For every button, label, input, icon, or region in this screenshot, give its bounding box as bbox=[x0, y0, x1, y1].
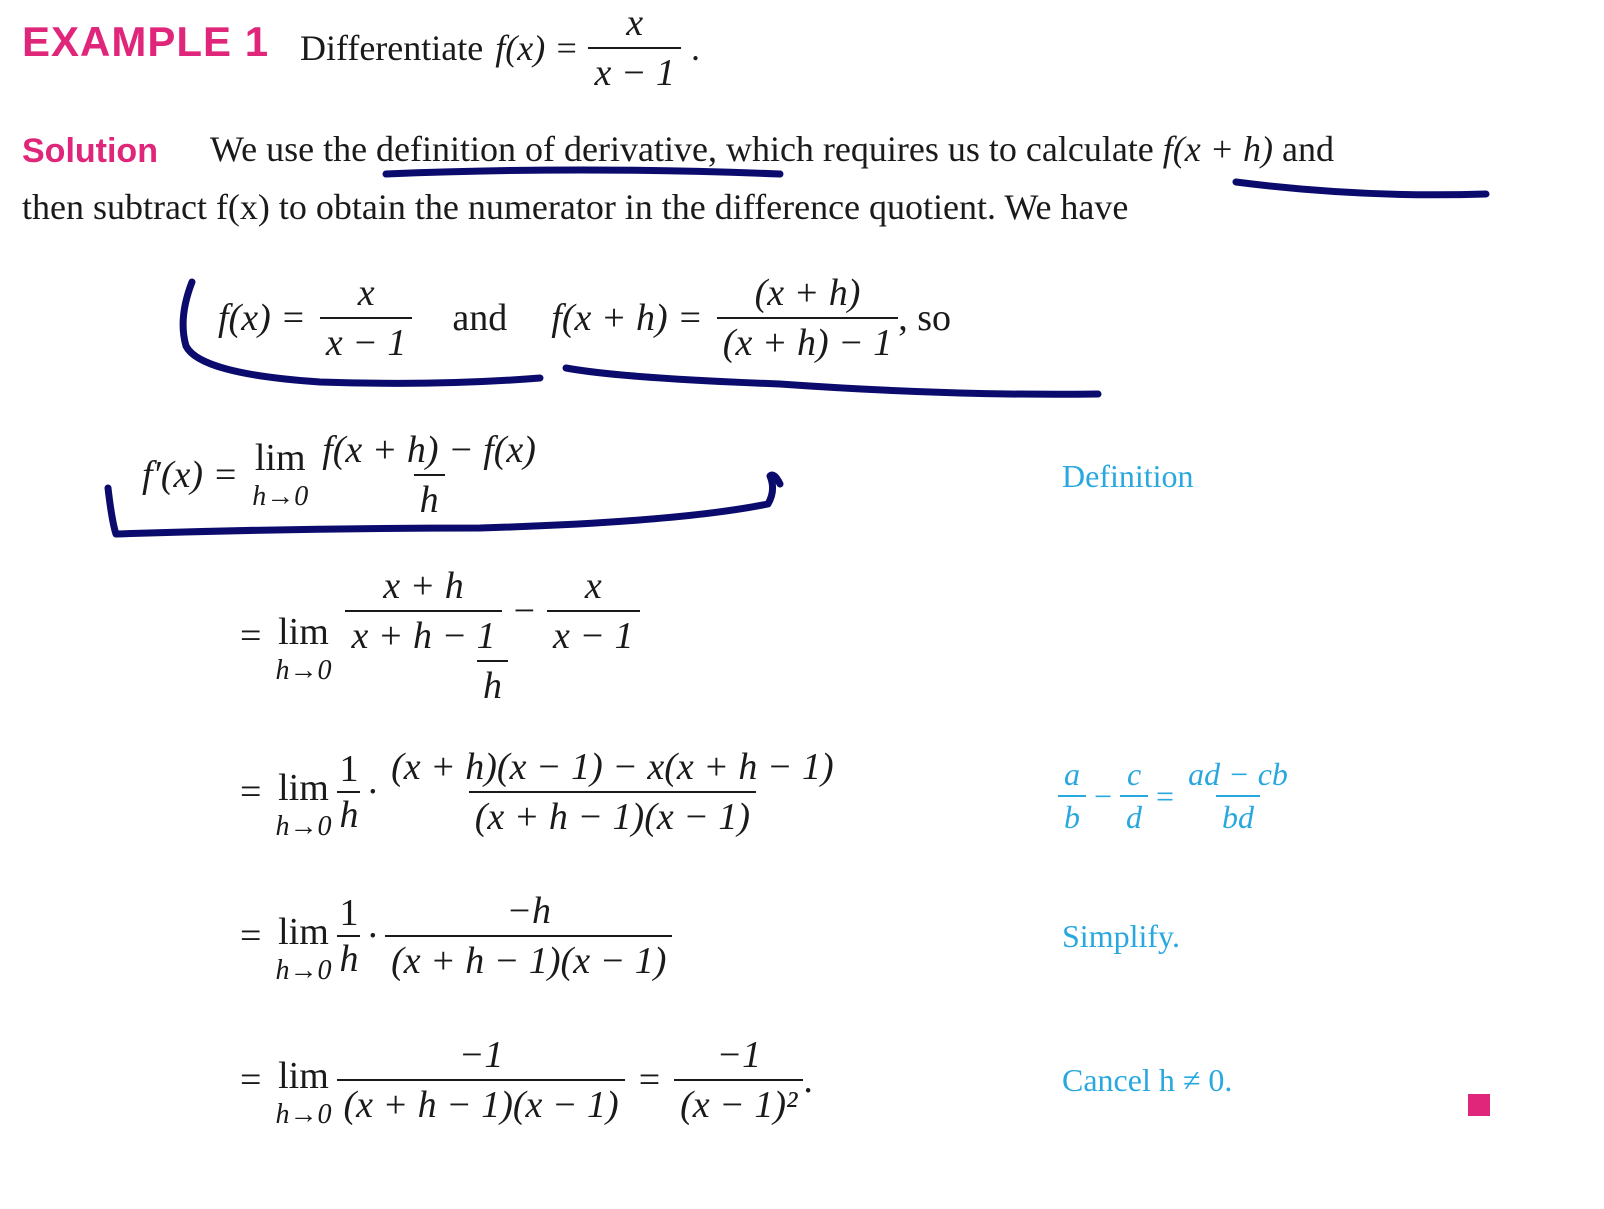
underline-setup-fh bbox=[566, 368, 1098, 394]
step1-lhs: f′(x) = bbox=[142, 454, 239, 496]
setup-f-lhs: f(x) = bbox=[218, 297, 306, 339]
solution-text-a: We use the bbox=[210, 129, 368, 169]
solution-line-2: then subtract f(x) to obtain the numerator in the difference quotient. We have bbox=[22, 187, 1129, 227]
underline-definition bbox=[386, 170, 780, 174]
setup-fh-num: (x + h) bbox=[754, 272, 861, 314]
step5-eq2: = bbox=[638, 1059, 661, 1101]
setup-f-den: x − 1 bbox=[320, 317, 413, 365]
step2-den: h bbox=[477, 660, 508, 708]
step2-a-den: x + h − 1 bbox=[345, 610, 501, 658]
setup-fh-lhs: f(x + h) = bbox=[551, 297, 703, 339]
step2-a-num: x + h bbox=[383, 565, 464, 607]
solution-text-fxh: f(x + h) bbox=[1162, 129, 1274, 169]
step5-result-num: −1 bbox=[716, 1034, 762, 1076]
example-label: EXAMPLE 1 bbox=[22, 18, 270, 65]
lim-sub: h→0 bbox=[275, 811, 332, 842]
step5-den: (x + h − 1)(x − 1) bbox=[337, 1079, 624, 1127]
rule-d: d bbox=[1120, 795, 1148, 836]
underline-setup-f bbox=[183, 282, 540, 383]
underline-step1 bbox=[108, 475, 780, 534]
rule-den: bd bbox=[1216, 795, 1260, 836]
step4-dot: · bbox=[366, 915, 380, 957]
step5-result-den: (x − 1)² bbox=[674, 1079, 803, 1127]
solution-text-c: which requires us to calculate bbox=[725, 129, 1154, 169]
example-func-num: x bbox=[626, 2, 644, 44]
lim-text: lim bbox=[278, 611, 329, 653]
lim-sub: h→0 bbox=[275, 1099, 332, 1130]
rule-c: c bbox=[1126, 756, 1142, 792]
example-func-end: . bbox=[691, 28, 700, 68]
lim-text: lim bbox=[278, 911, 329, 953]
step3-one: 1 bbox=[339, 748, 359, 790]
rule-minus: − bbox=[1094, 777, 1113, 814]
lim-text: lim bbox=[254, 437, 306, 479]
rule-num: ad − cb bbox=[1188, 756, 1288, 792]
setup-so: , so bbox=[898, 297, 952, 339]
step3-dot: · bbox=[366, 771, 380, 813]
rule-b: b bbox=[1058, 795, 1086, 836]
step3-h: h bbox=[337, 791, 360, 837]
step5-end: . bbox=[803, 1059, 813, 1101]
setup-fh-den: (x + h) − 1 bbox=[717, 317, 898, 365]
note-simplify: Simplify. bbox=[1062, 918, 1180, 954]
lim-sub: h→0 bbox=[252, 481, 309, 512]
step1-den: h bbox=[414, 474, 445, 522]
underline-fxh bbox=[1236, 182, 1486, 195]
rule-eq: = bbox=[1156, 777, 1175, 814]
step5-num: −1 bbox=[458, 1034, 504, 1076]
lim-sub: h→0 bbox=[275, 955, 332, 986]
step4-den: (x + h − 1)(x − 1) bbox=[385, 935, 672, 983]
setup-and: and bbox=[452, 297, 508, 339]
step4-eq: = bbox=[240, 915, 262, 957]
example-func-den: x − 1 bbox=[588, 47, 681, 95]
lim-sub: h→0 bbox=[275, 655, 332, 686]
step3-eq: = bbox=[240, 771, 262, 813]
step2-minus: − bbox=[513, 590, 536, 632]
setup-f-num: x bbox=[357, 272, 375, 314]
step5-eq: = bbox=[240, 1059, 262, 1101]
step4-h: h bbox=[337, 935, 360, 981]
note-cancel: Cancel h ≠ 0. bbox=[1062, 1062, 1233, 1098]
lim-text: lim bbox=[278, 1055, 329, 1097]
step3-den: (x + h − 1)(x − 1) bbox=[469, 791, 756, 839]
solution-text-definition: definition of derivative, bbox=[376, 129, 717, 169]
solution-label: Solution bbox=[22, 132, 158, 170]
example-func-lhs: f(x) = bbox=[495, 28, 579, 68]
step4-num: −h bbox=[506, 890, 552, 932]
rule-a: a bbox=[1064, 756, 1080, 792]
step1-num: f(x + h) − f(x) bbox=[322, 429, 536, 471]
example-prompt: Differentiate bbox=[300, 28, 484, 68]
step2-b-den: x − 1 bbox=[547, 610, 640, 658]
step3-num: (x + h)(x − 1) − x(x + h − 1) bbox=[391, 746, 834, 788]
lim-text: lim bbox=[278, 767, 329, 809]
note-definition: Definition bbox=[1062, 458, 1194, 494]
step2-eq: = bbox=[240, 615, 262, 657]
step4-one: 1 bbox=[339, 892, 359, 934]
step2-b-num: x bbox=[584, 565, 602, 607]
solution-text-and: and bbox=[1282, 129, 1335, 169]
